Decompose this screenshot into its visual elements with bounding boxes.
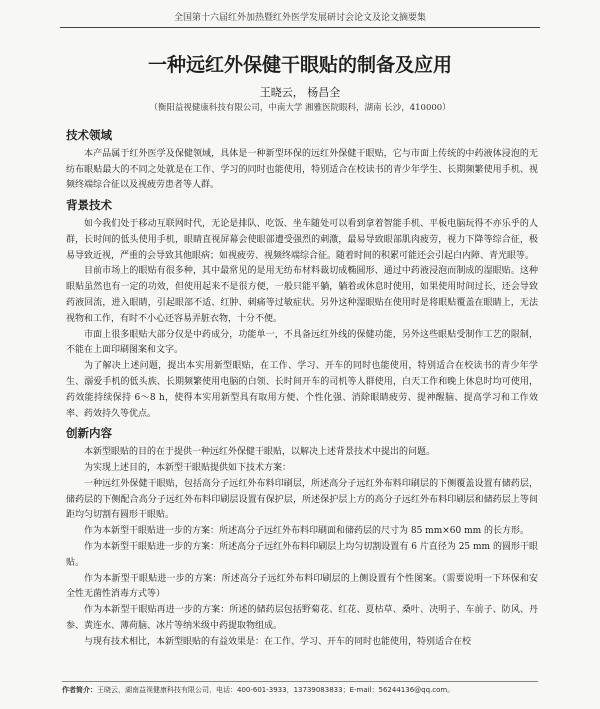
paragraph: 为实现上述目的，本新型干眼贴提供如下技术方案： — [84, 462, 292, 473]
paragraph: 作为本新型干眼贴进一步的方案：所述高分子远红外布料印刷面和储药层的尺寸为 85 mm×60 mm 的长方形。 — [84, 526, 530, 537]
paragraph: 目前市场上的眼贴有很多种，其中最常见的是用无纺布材料裁切成椭圆形、通过中药液浸泡而制成的湿眼贴。这种眼贴虽然也有一定的功效，但使用起来不是很方便，一般只能平躺，躺着或休息时使用，如果使用时间过长，还会导致药液回流，进入眼睛，引起眼部不适、红肿、刺痛等过敏症状。另外这种湿眼贴在使用时是将眼贴覆盖在眼睛上，无法视物和工作，有时不小心还容易弄脏衣物，十分不便。 — [66, 266, 538, 324]
article-body — [66, 124, 538, 651]
footnote-text: 王晓云，湖南益视健康科技有限公司，电话：400-601-3933，13739083833；E-mail：56244136@qq.com。 — [97, 686, 455, 694]
section-heading: 技术领域 — [66, 128, 112, 142]
article-affiliation: （衡阳益视健康科技有限公司，中南大学 湘雅医院眼科，湖南 长沙，410000） — [149, 103, 451, 113]
section-technical-field — [66, 128, 538, 194]
paragraph: 作为本新型干眼贴再进一步的方案：所述的储药层包括野菊花、红花、夏枯草、桑叶、决明子、车前子、防风、丹参、黄连水、薄荷脑、冰片等纳米级中药提取物组成。 — [66, 605, 538, 631]
paragraph: 为了解决上述问题，提出本实用新型眼贴，在工作、学习、开车的同时也能使用，特别适合在校读书的青少年学生、溺爱手机的低头族、长期频繁使用电脑的白领、长时间开车的司机等人群使用，白天工作和晚上休息时均可使用，药效能持续保持 6～8 h，使得本实用新型具有取用方便、个性化强、消除眼睛疲劳、提神醒脑、提高学习和工作效率、药效持久等优点。 — [66, 361, 538, 419]
footnote-label: 作者简介： — [62, 686, 97, 694]
paragraph: 与现有技术相比，本新型眼贴的有益效果是：在工作、学习、开车的同时也能使用，特别适合在校 — [84, 636, 472, 647]
paragraph: 如今我们处于移动互联网时代，无论是排队、吃饭、坐车随处可以看到拿着智能手机、平板电脑玩得不亦乐乎的人群，长时间的低头使用手机，眼睛直视屏幕会使眼部遭受强烈的刺激，最易导致眼部肌肉疲劳，视力下降等综合征，极易导致近视，严重的会导致其他眼病；如视疲劳、视频终端综合征。随着时间的积累可能还会引起白内障、青光眼等。 — [66, 218, 538, 261]
section-heading: 创新内容 — [66, 426, 112, 441]
article-authors: 王晓云， 杨昌全 — [259, 86, 341, 99]
author-footnote — [62, 681, 538, 695]
paragraph: 一种远红外保健干眼贴，包括高分子远红外布料印刷层，所述高分子远红外布料印刷层的下侧覆盖设置有储药层，储药层的下侧配合高分子远红外布料印刷层设置有保护层，所述保护层上方的高分子远红外布料印刷层和储药层上等间距均匀切割有圆形干眼贴。 — [66, 478, 538, 521]
paragraph: 作为本新型干眼贴进一步的方案：所述高分子远红外布料印刷层的上侧设置有个性图案。（需要说明一下环保和安全性无菌性消毒方式等） — [66, 573, 538, 600]
running-header: 全国第十六届红外加热暨红外医学发展研讨会论文及论文摘要集 — [60, 10, 540, 28]
section-heading: 背景技术 — [66, 198, 112, 213]
paragraph: 作为本新型干眼贴进一步的方案：所述高分子远红外布料印刷层上均匀切割设置有 6 片直径为 25 mm 的圆形干眼贴。 — [66, 541, 538, 568]
section-background — [66, 198, 538, 422]
paragraph: 本产品属于红外医学及保健领域，具体是一种新型环保的远红外保健干眼贴，它与市面上传统的中药液体浸泡的无纺布眼贴最大的不同之处就是在工作、学习的同时也能使用，特别适合在校读书的青少年学生、长期频繁使用手机、视频终端综合征以及视疲劳患者等人群。 — [66, 148, 538, 191]
paragraph: 本新型眼贴的目的在于提供一种远红外保健干眼贴，以解决上述背景技术中提出的问题。 — [84, 447, 436, 458]
section-innovation — [66, 426, 538, 650]
paragraph: 市面上很多眼贴大部分仅是中药成分，功能单一，不具备远红外线的保健功能，另外这些眼贴受制作工艺的限制，不能在上面印刷图案和文字。 — [66, 329, 538, 356]
article-title: 一种远红外保健干眼贴的制备及应用 — [147, 54, 452, 76]
